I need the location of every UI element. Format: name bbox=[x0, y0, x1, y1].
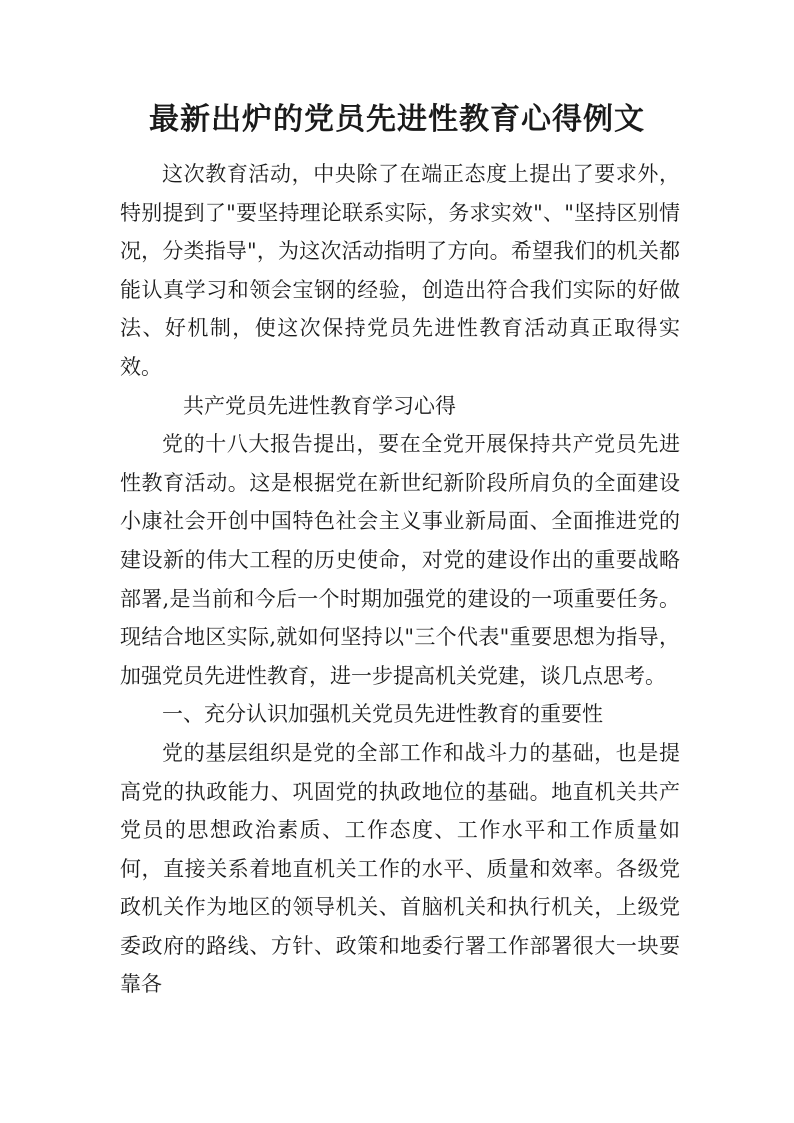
document-body bbox=[120, 155, 680, 1004]
document-title: 最新出炉的党员先进性教育心得例文 bbox=[149, 102, 645, 137]
section-heading-1: 一、充分认识加强机关党员先进性教育的重要性 bbox=[162, 702, 603, 727]
paragraph-report: 党的十八大报告提出，要在全党开展保持共产党员先进性教育活动。这是根据党在新世纪新阶段所肩负的全面建设小康社会开创中国特色社会主义事业新局面、全面推进党的建设新的伟大工程的历史使命，对党的建设作出的重要战略部署,是当前和今后一个时期加强党的建设的一项重要任务。现结合地区实际,就如何坚持以"三个代表"重要思想为指导，加强党员先进性教育，进一步提高机关党建，谈几点思考。 bbox=[120, 432, 680, 688]
subheading: 共产党员先进性教育学习心得 bbox=[183, 393, 456, 418]
paragraph-section-1: 党的基层组织是党的全部工作和战斗力的基础，也是提高党的执政能力、巩固党的执政地位的基础。地直机关共产党员的思想政治素质、工作态度、工作水平和工作质量如何，直接关系着地直机关工作的水平、质量和效率。各级党政机关作为地区的领导机关、首脑机关和执行机关，上级党委政府的路线、方针、政策和地委行署工作部署很大一块要靠各 bbox=[120, 740, 680, 997]
paragraph-intro: 这次教育活动，中央除了在端正态度上提出了要求外，特别提到了"要坚持理论联系实际，务求实效"、"坚持区别情况，分类指导"，为这次活动指明了方向。希望我们的机关都能认真学习和领会宝钢的经验，创造出符合我们实际的好做法、好机制，使这次保持党员先进性教育活动真正取得实效。 bbox=[120, 162, 680, 379]
